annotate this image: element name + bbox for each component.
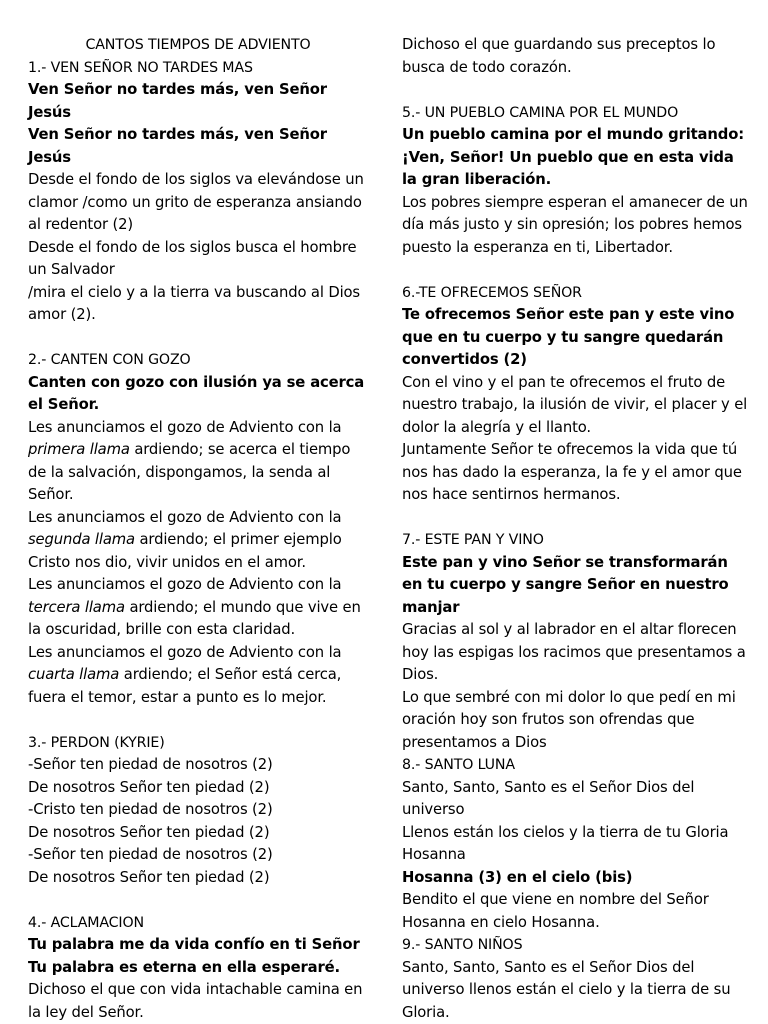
verse-line: -Señor ten piedad de nosotros (2): [28, 846, 273, 863]
song-6: [402, 282, 748, 507]
document-title: CANTOS TIEMPOS DE ADVIENTO: [85, 37, 311, 53]
verse: Les anunciamos el gozo de Adviento con la primera llama ardiendo; se acerca el tiempo de la salvación, dispongamos, la senda al Señor.: [28, 418, 351, 503]
verse: Bendito el que viene en nombre del Señor Hosanna en cielo Hosanna.: [402, 891, 709, 931]
chorus-line: Hosanna (3) en el cielo (bis): [402, 868, 633, 886]
verse: Les anunciamos el gozo de Adviento con la segunda llama ardiendo; el primer ejemplo Cristo nos dio, vivir unidos en el amor.: [28, 508, 342, 571]
song-1: [28, 57, 368, 327]
song-7: [402, 529, 748, 754]
verse: Les anunciamos el gozo de Adviento con la tercera llama ardiendo; el mundo que vive en la oscuridad, brille con esta claridad.: [28, 576, 361, 638]
verse: /mira el cielo y a la tierra va buscando al Dios amor (2).: [28, 283, 360, 323]
verse: Dichoso el que con vida intachable camina en la ley del Señor.: [28, 981, 363, 1021]
flame-label: primera llama: [28, 441, 130, 458]
right-column: [402, 34, 748, 1024]
verse: Con el vino y el pan te ofrecemos el fruto de nuestro trabajo, la ilusión de vivir, el placer y el dolor la alegría y el llanto.: [402, 373, 748, 436]
chorus-line: Canten con gozo con ilusión ya se acerca el Señor.: [28, 373, 365, 413]
flame-label: tercera llama: [28, 598, 125, 616]
verse-line: De nosotros Señor ten piedad (2): [28, 778, 270, 796]
chorus-line: Ven Señor no tardes más, ven Señor Jesús: [28, 81, 327, 121]
verse-line: -Cristo ten piedad de nosotros (2): [28, 801, 273, 818]
left-column: [28, 34, 368, 1024]
song-title: 3.- PERDON (KYRIE): [28, 734, 165, 751]
flame-label: cuarta llama: [28, 666, 120, 683]
chorus-line: Tu palabra es eterna en ella esperaré.: [28, 958, 340, 976]
verse: Desde el fondo de los siglos va elevándose un clamor /como un grito de esperanza ansiando al redentor (2): [28, 171, 364, 233]
song-5: [402, 102, 748, 260]
verse: Les anunciamos el gozo de Adviento con la cuarta llama ardiendo; el Señor está cerca, fuera el temor, estar a punto es lo mejor.: [28, 643, 342, 706]
song-3: [28, 732, 368, 890]
song-4: [28, 912, 368, 1024]
song-title: 8.- SANTO LUNA: [402, 757, 515, 773]
verse: Juntamente Señor te ofrecemos la vida que tú nos has dado la esperanza, la fe y el amor que nos hace sentirnos hermanos.: [402, 441, 742, 503]
verse-line: -Señor ten piedad de nosotros (2): [28, 756, 273, 773]
song-title: 1.- VEN SEÑOR NO TARDES MAS: [28, 59, 253, 76]
song-title: 6.-TE OFRECEMOS SEÑOR: [402, 284, 582, 301]
song-9: [402, 934, 748, 1024]
verse: Santo, Santo, Santo es el Señor Dios del universo llenos están el cielo y la tierra de su Gloria.: [402, 958, 731, 1021]
verse: Lo que sembré con mi dolor lo que pedí en mi oración hoy son frutos son ofrendas que presentamos a Dios: [402, 688, 736, 751]
chorus: Este pan y vino Señor se transformarán en tu cuerpo y sangre Señor en nuestro manjar: [402, 553, 729, 616]
chorus: Te ofrecemos Señor este pan y este vino que en tu cuerpo y tu sangre quedarán convertidos (2): [402, 306, 735, 368]
chorus-line: Tu palabra me da vida confío en ti Señor: [28, 936, 360, 953]
chorus: Un pueblo camina por el mundo gritando: ¡Ven, Señor! Un pueblo que en esta vida la gran liberación.: [402, 126, 744, 188]
verse-line: De nosotros Señor ten piedad (2): [28, 868, 270, 886]
chorus-line: Ven Señor no tardes más, ven Señor Jesús: [28, 126, 327, 166]
verse: Desde el fondo de los siglos busca el hombre un Salvador: [28, 238, 357, 278]
verse: Llenos están los cielos y la tierra de tu Gloria Hosanna: [402, 823, 729, 863]
song-8: [402, 754, 748, 934]
verse: Santo, Santo, Santo es el Señor Dios del universo: [402, 778, 695, 818]
verse: Los pobres siempre esperan el amanecer de un día más justo y sin opresión; los pobres hemos puesto la esperanza en ti, Libertador.: [402, 193, 748, 256]
verse: Dichoso el que guardando sus preceptos lo busca de todo corazón.: [402, 36, 716, 76]
song-title: 9.- SANTO NIÑOS: [402, 937, 523, 953]
song-2: [28, 349, 368, 709]
song-title: 4.- ACLAMACION: [28, 914, 144, 931]
song-title: 2.- CANTEN CON GOZO: [28, 352, 191, 368]
verse-line: De nosotros Señor ten piedad (2): [28, 823, 270, 841]
song-title: 7.- ESTE PAN Y VINO: [402, 532, 544, 548]
flame-label: segunda llama: [28, 531, 135, 548]
song-title: 5.- UN PUEBLO CAMINA POR EL MUNDO: [402, 104, 679, 121]
verse: Gracias al sol y al labrador en el altar florecen hoy las espigas los racimos que presentamos a Dios.: [402, 621, 746, 683]
